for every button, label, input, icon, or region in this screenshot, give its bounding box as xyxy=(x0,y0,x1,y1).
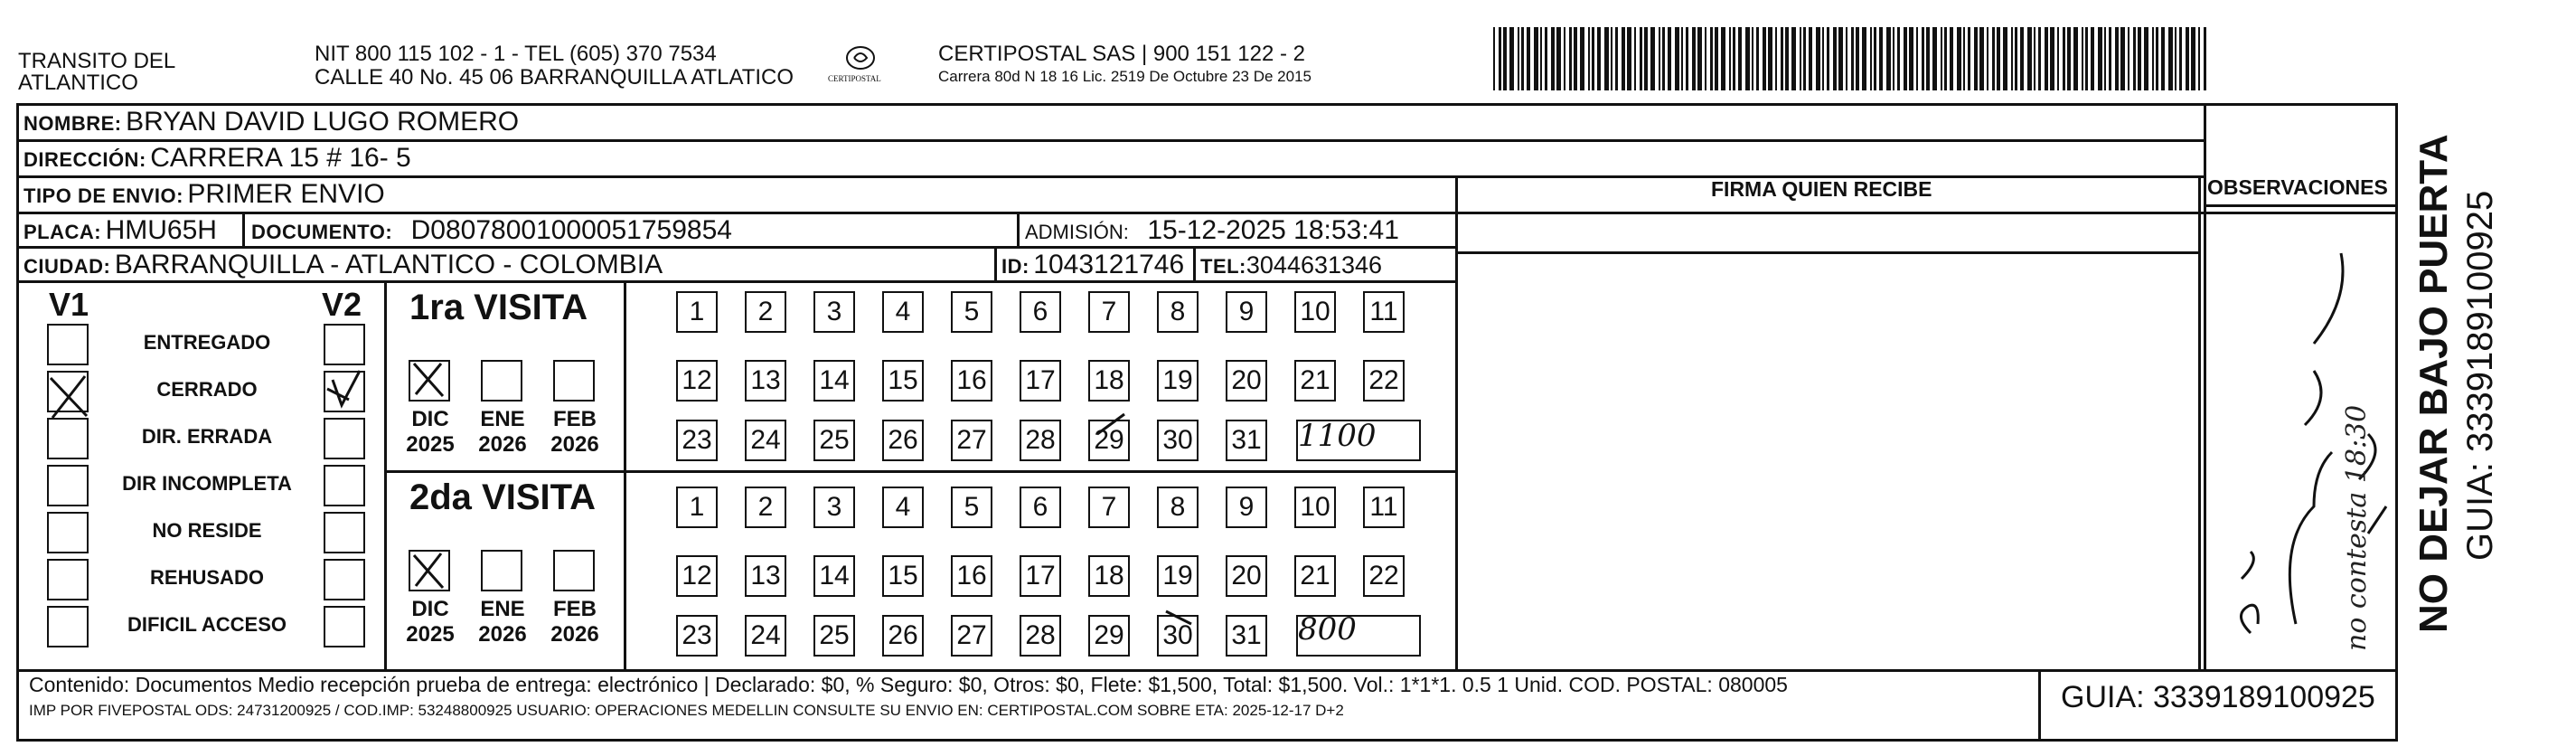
day-cell[interactable]: 10 xyxy=(1294,291,1336,333)
day-cell[interactable]: 24 xyxy=(745,615,786,657)
day-cell[interactable]: 18 xyxy=(1088,555,1130,597)
day-cell[interactable]: 28 xyxy=(1020,615,1061,657)
day-cell[interactable]: 1 xyxy=(676,291,718,333)
day-cell[interactable]: 14 xyxy=(813,360,855,402)
day-cell[interactable]: 16 xyxy=(951,555,992,597)
day-cell[interactable]: 13 xyxy=(745,360,786,402)
id-label: ID: xyxy=(1001,255,1029,278)
day-cell[interactable]: 19 xyxy=(1157,555,1199,597)
day-cell[interactable]: 30 xyxy=(1157,420,1199,461)
day-cell[interactable]: 23 xyxy=(676,615,718,657)
day-cell[interactable]: 31 xyxy=(1226,615,1267,657)
no-dejar-bajo-puerta: NO DEJAR BAJO PUERTA xyxy=(2411,134,2456,633)
nombre-label: NOMBRE: xyxy=(24,112,122,135)
placa-label: PLACA: xyxy=(24,221,102,243)
month-year: 2026 xyxy=(550,622,599,647)
observaciones-header: OBSERVACIONES xyxy=(2207,175,2388,199)
day-cell[interactable]: 11 xyxy=(1363,487,1405,528)
day-cell[interactable]: 7 xyxy=(1088,487,1130,528)
month-label: FEB xyxy=(553,407,597,431)
day-cell[interactable]: 13 xyxy=(745,555,786,597)
day-cell[interactable]: 19 xyxy=(1157,360,1199,402)
day-cell[interactable]: 5 xyxy=(951,487,992,528)
documento-value: D08078001000051759854 xyxy=(410,215,732,245)
day-cell[interactable]: 2 xyxy=(745,487,786,528)
firma-header: FIRMA QUIEN RECIBE xyxy=(1711,177,1932,201)
day-cell[interactable]: 28 xyxy=(1020,420,1061,461)
status-item-label: REHUSADO xyxy=(150,566,264,589)
day-cell[interactable]: 21 xyxy=(1294,555,1336,597)
day-cell[interactable]: 11 xyxy=(1363,291,1405,333)
day-cell[interactable]: 4 xyxy=(882,291,924,333)
day-cell[interactable]: 25 xyxy=(813,420,855,461)
status-item-label: DIFICIL ACCESO xyxy=(127,613,287,636)
month-label: DIC xyxy=(411,597,449,621)
month-label: ENE xyxy=(480,597,525,621)
tel-label: TEL: xyxy=(1200,255,1246,278)
day-cell[interactable]: 18 xyxy=(1088,360,1130,402)
day-cell[interactable]: 20 xyxy=(1226,360,1267,402)
day-cell[interactable]: 9 xyxy=(1226,487,1267,528)
status-item-label: DIR. ERRADA xyxy=(141,425,273,448)
month-year: 2025 xyxy=(406,432,455,457)
direccion-value: CARRERA 15 # 16- 5 xyxy=(150,143,411,173)
day-cell[interactable]: 29 xyxy=(1088,615,1130,657)
month-year: 2025 xyxy=(406,622,455,647)
status-item-label: NO RESIDE xyxy=(152,519,262,542)
day-cell[interactable]: 29 xyxy=(1088,420,1130,461)
month-year: 2026 xyxy=(550,432,599,457)
first-visit-title: 1ra VISITA xyxy=(409,288,588,327)
contenido-text: Contenido: Documentos Medio recepción prueba de entrega: electrónico | Declarado: $0, % Seguro: $0, Otros: $0, Flete: $1,500, Total: $1,500. Vol.: 1*1*1. 0.5 1 Unid. COD. POSTAL: 080005 xyxy=(29,673,1788,696)
ciudad-value: BARRANQUILLA - ATLANTICO - COLOMBIA xyxy=(114,250,663,279)
day-cell[interactable]: 2 xyxy=(745,291,786,333)
day-cell[interactable]: 22 xyxy=(1363,555,1405,597)
status-item-label: ENTREGADO xyxy=(143,331,271,354)
admision-label: ADMISIÓN: xyxy=(1025,221,1129,243)
second-visit-title: 2da VISITA xyxy=(409,477,596,517)
day-cell[interactable]: 3 xyxy=(813,291,855,333)
tel-value: 3044631346 xyxy=(1246,251,1383,279)
footer-guia: GUIA: 3339189100925 xyxy=(2061,680,2375,714)
admision-value: 15-12-2025 18:53:41 xyxy=(1147,215,1399,245)
day-cell[interactable]: 16 xyxy=(951,360,992,402)
tipo-label: TIPO DE ENVIO: xyxy=(24,184,183,207)
day-cell[interactable]: 22 xyxy=(1363,360,1405,402)
org-line-2: ATLANTICO xyxy=(18,71,138,95)
day-cell[interactable]: 6 xyxy=(1020,487,1061,528)
month-label: ENE xyxy=(480,407,525,431)
day-cell[interactable]: 12 xyxy=(676,555,718,597)
day-cell[interactable]: 7 xyxy=(1088,291,1130,333)
day-cell[interactable]: 15 xyxy=(882,555,924,597)
side-guia: GUIA: 3339189100925 xyxy=(2460,190,2500,561)
day-cell[interactable]: 23 xyxy=(676,420,718,461)
day-cell[interactable]: 8 xyxy=(1157,291,1199,333)
documento-label: DOCUMENTO: xyxy=(251,221,393,243)
month-year: 2026 xyxy=(478,622,527,647)
company-line: CERTIPOSTAL SAS | 900 151 122 - 2 xyxy=(938,42,1305,66)
day-cell[interactable]: 27 xyxy=(951,420,992,461)
month-label: DIC xyxy=(411,407,449,431)
day-cell[interactable]: 21 xyxy=(1294,360,1336,402)
day-cell[interactable]: 31 xyxy=(1226,420,1267,461)
ciudad-label: CIUDAD: xyxy=(24,255,111,278)
company-address: Carrera 80d N 18 16 Lic. 2519 De Octubre 23 De 2015 xyxy=(938,68,1312,85)
day-cell[interactable]: 1 xyxy=(676,487,718,528)
day-cell[interactable]: 30 xyxy=(1157,615,1199,657)
direccion-label: DIRECCIÓN: xyxy=(24,148,146,171)
org-line-1: TRANSITO DEL xyxy=(18,49,176,73)
status-item-label: DIR INCOMPLETA xyxy=(122,472,292,495)
day-cell[interactable]: 15 xyxy=(882,360,924,402)
status-item-label: CERRADO xyxy=(156,378,258,401)
v2-label: V2 xyxy=(322,286,362,323)
day-cell[interactable]: 24 xyxy=(745,420,786,461)
day-cell[interactable]: 26 xyxy=(882,420,924,461)
month-year: 2026 xyxy=(478,432,527,457)
month-label: FEB xyxy=(553,597,597,621)
imp-text: IMP POR FIVEPOSTAL ODS: 24731200925 / COD.IMP: 53248800925 USUARIO: OPERACIONES MEDELLIN CONSULTE SU ENVIO EN: CERTIPOSTAL.COM SOBRE ETA: 2025-12-17 D+2 xyxy=(29,702,1344,719)
day-cell[interactable]: 14 xyxy=(813,555,855,597)
address-line: CALLE 40 No. 45 06 BARRANQUILLA ATLATICO xyxy=(315,65,794,90)
day-cell[interactable]: 10 xyxy=(1294,487,1336,528)
id-value: 1043121746 xyxy=(1033,250,1185,279)
day-cell[interactable]: 17 xyxy=(1020,555,1061,597)
nombre-value: BRYAN DAVID LUGO ROMERO xyxy=(126,107,520,137)
day-cell[interactable]: 4 xyxy=(882,487,924,528)
placa-value: HMU65H xyxy=(105,215,217,245)
tipo-value: PRIMER ENVIO xyxy=(187,179,385,209)
day-cell[interactable]: 5 xyxy=(951,291,992,333)
day-cell[interactable]: 9 xyxy=(1226,291,1267,333)
day-cell[interactable]: 27 xyxy=(951,615,992,657)
handwritten-time-2: 800 xyxy=(1298,611,1357,647)
day-cell[interactable]: 25 xyxy=(813,615,855,657)
logo-text: CERTIPOSTAL xyxy=(828,74,881,83)
day-cell[interactable]: 8 xyxy=(1157,487,1199,528)
day-cell[interactable]: 17 xyxy=(1020,360,1061,402)
day-cell[interactable]: 26 xyxy=(882,615,924,657)
observaciones-handwriting: no contesta 18:30 xyxy=(2341,404,2373,651)
day-cell[interactable]: 20 xyxy=(1226,555,1267,597)
v1-label: V1 xyxy=(49,286,89,323)
day-cell[interactable]: 3 xyxy=(813,487,855,528)
day-cell[interactable]: 6 xyxy=(1020,291,1061,333)
handwritten-time-1: 1100 xyxy=(1298,418,1377,454)
nit-line: NIT 800 115 102 - 1 - TEL (605) 370 7534 xyxy=(315,42,717,66)
day-cell[interactable]: 12 xyxy=(676,360,718,402)
